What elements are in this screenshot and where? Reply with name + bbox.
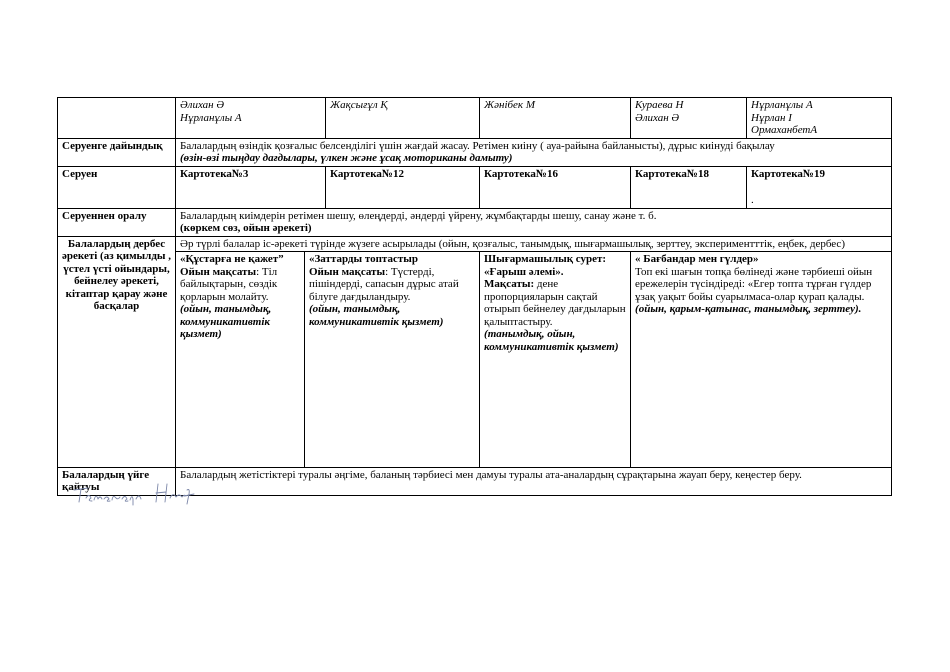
walk-card-cell [747,166,892,208]
game-goal: : Түстерді, пішіндерді, сапасын дұрыс атай білуге дағдыландыру. [309,265,459,303]
prep-text: Балалардың өзіндік қозғалыс белсенділігі үшін жағдай жасау. Ретімен киіну ( ауа-райына байланысты), дұрыс киінуді бақылау [180,139,775,152]
game-tags: (ойын, қарым-қатынас, танымдық, зерттеу). [635,303,862,315]
game-cell [176,252,305,468]
header-name: Жақсығұл Қ [330,99,388,111]
return-note: (көркем сөз, ойын әрекеті) [180,222,312,234]
going-home-label: Балалардың үйге қайтуы [58,467,176,495]
header-col2 [326,98,480,139]
return-row [58,208,892,236]
walk-card: Картотека№19 [751,167,825,180]
header-row [58,98,892,139]
walk-dot: . [751,194,754,206]
prep-label: Серуенге дайындық [58,138,176,166]
header-name: Нұрлан І [751,111,792,124]
walk-card: Картотека№18 [631,166,747,208]
game-title: «Заттарды топтастыр [309,253,418,265]
game-title: «Құстарға не қажет” [180,253,284,265]
header-name: Нұрланұлы А [180,111,242,124]
header-col3 [480,98,631,139]
header-col4 [631,98,747,139]
walk-row [58,166,892,208]
header-empty-cell [58,98,176,139]
header-name: ОрмаханбетА [751,124,818,136]
prep-row [58,138,892,166]
return-text: Балалардың киімдерін ретімен шешу, өлеңдерді, әндерді үйрену, жұмбақтарды шешу, санау және т. б. [180,209,657,222]
game-goal: : Тіл байлықтарын, сөздік қорларын молайту. [180,265,278,303]
header-name: Нұрланұлы А [751,99,813,111]
header-name: Кураева Н [635,99,684,111]
game-cell [480,252,631,468]
plan-table [57,97,892,496]
game-tags: (ойын, танымдық, коммуникативтік қызмет) [180,303,272,340]
walk-card: Картотека№12 [326,166,480,208]
header-col1 [176,98,326,139]
going-home-text: Балалардың жетістіктері туралы әңгіме, баланың тәрбиесі мен дамуы туралы ата-аналардың сұрақтарына жауап беру, кеңестер беру. [176,467,892,495]
independent-games-row [58,252,892,468]
header-name: Әлихан Ә [180,99,225,111]
prep-cell [176,138,892,166]
game-goal-label: Ойын мақсаты [309,265,386,278]
header-col5 [747,98,892,139]
game-goal: Топ екі шағын топқа бөлінеді және тәрбиеші ойын ережелерін түсіндіреді: «Егер топта тұрған гүлдер ұзақ уақыт бойы суарылмаса-олар қурап қалады. [635,265,873,303]
prep-note: (өзін-өзі тыңдау дағдылары, үлкен және ұсақ моториканы дамыту) [180,152,513,164]
return-cell [176,208,892,236]
game-title: « Бағбандар мен гүлдер» [635,253,759,265]
game-cell [305,252,480,468]
walk-label: Серуен [58,166,176,208]
handwritten-signature [70,478,210,518]
independent-intro-row [58,236,892,252]
game-title: Шығармашылық сурет: «Ғарыш әлемі». [484,253,607,278]
game-goal-label: Ойын мақсаты [180,265,257,278]
game-tags: (ойын, танымдық, коммуникативтік қызмет) [309,303,444,328]
game-tags: (танымдық, ойын, коммуникативтік қызмет) [484,328,619,353]
game-goal-label: Мақсаты: [484,278,535,290]
game-cell [631,252,892,468]
walk-card: Картотека№16 [480,166,631,208]
header-name: Әлихан Ә [635,111,680,124]
header-name: Жәнібек М [484,99,535,111]
game-goal: дене пропорцияларын сақтай отырып бейнелеу дағдыларын қалыптастыру. [484,278,626,328]
independent-intro: Әр түрлі балалар іс-әрекеті түрінде жүзеге асырылады (ойын, қозғалыс, танымдық, шығармашылық, зерттеу, экспериментттік, еңбек, дербес) [176,236,892,252]
walk-card: Картотека№3 [176,166,326,208]
return-label: Серуеннен оралу [58,208,176,236]
plan-sheet [57,97,891,496]
independent-label: Балалардың дербес әрекеті (аз қимылды , үстел үсті ойындары, бейнелеу әрекеті, кітаптар қарау және басқалар [58,236,176,467]
